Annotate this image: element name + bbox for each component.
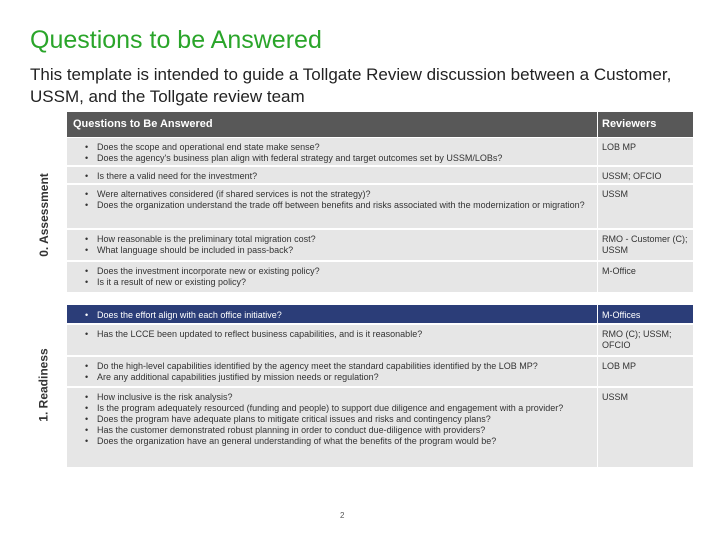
reviewer-cell: RMO - Customer (C); USSM [602, 234, 688, 255]
table-row [67, 167, 693, 183]
reviewer-cell: LOB MP [602, 142, 637, 152]
question-item: • Does the program have adequate plans to mitigate critical issues and risks and contingency plans? [85, 414, 590, 425]
question-item: • How reasonable is the preliminary total migration cost? [85, 234, 590, 245]
question-list [85, 310, 590, 321]
reviewer-cell: USSM [602, 392, 629, 402]
table-row [67, 230, 693, 260]
header-reviewers: Reviewers [602, 118, 657, 130]
reviewer-cell: USSM [602, 189, 629, 199]
slide-title: Questions to be Answered [30, 26, 322, 54]
question-list [85, 392, 590, 447]
question-list [85, 171, 590, 182]
table-header [67, 112, 693, 137]
table-row [67, 185, 693, 228]
question-list [85, 329, 590, 340]
reviewer-cell: RMO (C); USSM; OFCIO [602, 329, 672, 350]
header-questions: Questions to Be Answered [73, 118, 213, 130]
question-item: • Has the LCCE been updated to reflect business capabilities, and is it reasonable? [85, 329, 590, 340]
reviewer-cell: LOB MP [602, 361, 637, 371]
reviewer-cell: M-Offices [602, 310, 641, 320]
table-row-highlighted [67, 305, 693, 323]
page-number: 2 [340, 511, 345, 520]
question-item: • Does the scope and operational end state make sense? [85, 142, 590, 153]
section-label-readiness-text: 1. Readiness [37, 348, 51, 422]
question-item: • Is there a valid need for the investment? [85, 171, 590, 182]
table-row [67, 138, 693, 165]
question-item: • Does the investment incorporate new or existing policy? [85, 266, 590, 277]
question-item: • Has the customer demonstrated robust planning in order to conduct due-diligence with providers? [85, 425, 590, 436]
question-item: • Does the effort align with each office initiative? [85, 310, 590, 321]
table-row [67, 388, 693, 467]
table-row [67, 357, 693, 386]
question-item: • Is it a result of new or existing policy? [85, 277, 590, 288]
question-list [85, 266, 590, 288]
question-list [85, 234, 590, 256]
slide-subtitle: This template is intended to guide a Tollgate Review discussion between a Customer, USSM, and the Tollgate review team [30, 65, 672, 106]
question-item: • How inclusive is the risk analysis? [85, 392, 590, 403]
question-item: • Do the high-level capabilities identified by the agency meet the standard capabilities identified by the LOB MP? [85, 361, 590, 372]
reviewer-cell: USSM; OFCIO [602, 171, 662, 181]
question-item: • What language should be included in pass-back? [85, 245, 590, 256]
section-label-assessment [33, 138, 55, 292]
section-label-readiness [33, 303, 55, 467]
question-item: • Does the agency's business plan align with federal strategy and target outcomes set by USSM/LOBs? [85, 153, 590, 164]
question-list [85, 189, 590, 211]
question-item: • Does the organization have an general understanding of what the benefits of the program would be? [85, 436, 590, 447]
column-divider [597, 112, 598, 467]
question-list [85, 142, 590, 164]
reviewer-cell: M-Office [602, 266, 636, 276]
question-item: • Is the program adequately resourced (funding and people) to support due diligence and engagement with a provider? [85, 403, 590, 414]
question-item: • Are any additional capabilities justified by mission needs or regulation? [85, 372, 590, 383]
table-row [67, 262, 693, 292]
section-label-assessment-text: 0. Assessment [37, 173, 52, 257]
table-row [67, 325, 693, 355]
question-item: • Does the organization understand the trade off between benefits and risks associated with the modernization or migration? [85, 200, 590, 211]
question-list [85, 361, 590, 383]
question-item: • Were alternatives considered (if shared services is not the strategy)? [85, 189, 590, 200]
